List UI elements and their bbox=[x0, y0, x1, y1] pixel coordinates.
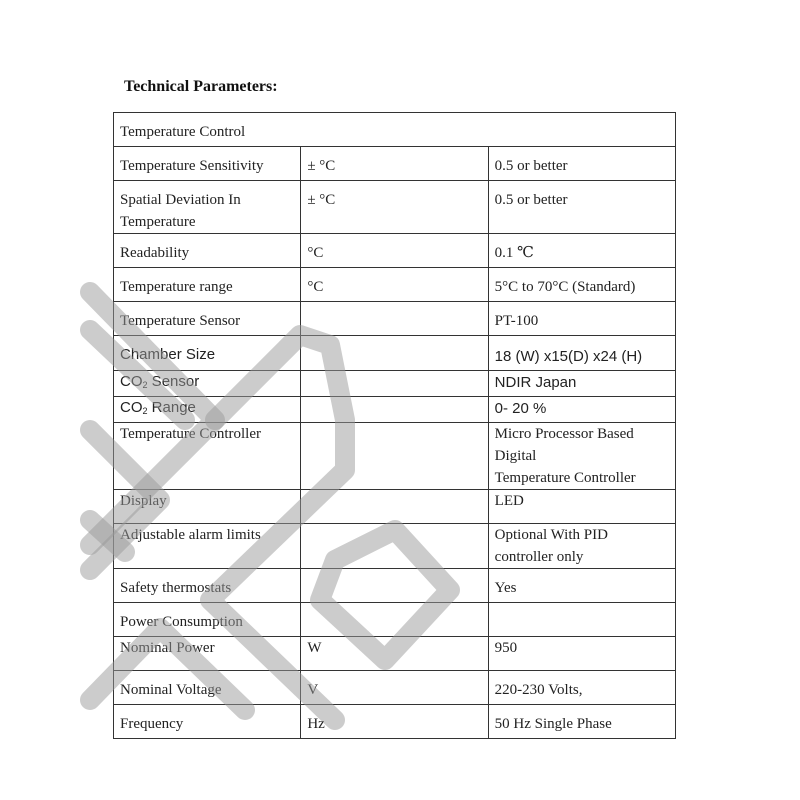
page-heading: Technical Parameters: bbox=[124, 78, 278, 95]
param-cell: Power Consumption bbox=[114, 603, 301, 637]
table-row bbox=[114, 569, 676, 603]
table-row bbox=[114, 302, 676, 336]
param-cell: Display bbox=[114, 490, 301, 524]
param-cell: Spatial Deviation In Temperature bbox=[114, 181, 301, 234]
value-cell: 950 bbox=[488, 637, 675, 671]
param-cell bbox=[114, 397, 301, 423]
param-subscript: 2 bbox=[142, 380, 148, 390]
table-row bbox=[114, 397, 676, 423]
unit-cell bbox=[301, 423, 488, 490]
table-row bbox=[114, 371, 676, 397]
table-row bbox=[114, 181, 676, 234]
value-line: Temperature Controller bbox=[494, 470, 636, 486]
table-row bbox=[114, 268, 676, 302]
unit-cell bbox=[301, 397, 488, 423]
unit-cell: ± °C bbox=[301, 181, 488, 234]
param-prefix: CO bbox=[120, 373, 143, 390]
unit-cell bbox=[301, 569, 488, 603]
value-cell: 0.5 or better bbox=[488, 181, 675, 234]
param-cell: Temperature range bbox=[114, 268, 301, 302]
table-row bbox=[114, 423, 676, 490]
unit-cell bbox=[301, 603, 488, 637]
value-cell: NDIR Japan bbox=[488, 371, 675, 397]
value-cell: 0.1 ℃ bbox=[488, 234, 675, 268]
value-cell bbox=[488, 603, 675, 637]
param-cell: Chamber Size bbox=[114, 336, 301, 371]
value-cell: Yes bbox=[488, 569, 675, 603]
unit-cell bbox=[301, 336, 488, 371]
unit-cell: °C bbox=[301, 268, 488, 302]
unit-cell bbox=[301, 490, 488, 524]
param-cell: Temperature Sensor bbox=[114, 302, 301, 336]
table-row bbox=[114, 705, 676, 739]
value-cell: 18 (W) x15(D) x24 (H) bbox=[488, 336, 675, 371]
value-line: Micro Processor Based Digital bbox=[494, 426, 634, 464]
table-row bbox=[114, 147, 676, 181]
param-cell: Nominal Power bbox=[114, 637, 301, 671]
unit-cell: V bbox=[301, 671, 488, 705]
unit-cell: °C bbox=[301, 234, 488, 268]
unit-cell bbox=[301, 302, 488, 336]
param-cell: Adjustable alarm limits bbox=[114, 524, 301, 569]
technical-parameters-table bbox=[113, 112, 676, 739]
value-cell bbox=[488, 423, 675, 490]
param-cell: Temperature Sensitivity bbox=[114, 147, 301, 181]
table-row bbox=[114, 637, 676, 671]
unit-cell: W bbox=[301, 637, 488, 671]
table-row bbox=[114, 671, 676, 705]
param-subscript: 2 bbox=[142, 406, 148, 416]
table-row bbox=[114, 524, 676, 569]
value-cell: LED bbox=[488, 490, 675, 524]
value-cell: PT-100 bbox=[488, 302, 675, 336]
param-cell: Temperature Controller bbox=[114, 423, 301, 490]
value-cell: Optional With PID controller only bbox=[488, 524, 675, 569]
param-cell: Frequency bbox=[114, 705, 301, 739]
table-row bbox=[114, 603, 676, 637]
value-cell: 0- 20 % bbox=[488, 397, 675, 423]
table-row bbox=[114, 234, 676, 268]
param-cell: Temperature Control bbox=[114, 113, 676, 147]
value-cell: 50 Hz Single Phase bbox=[488, 705, 675, 739]
value-cell: 0.5 or better bbox=[488, 147, 675, 181]
table-row bbox=[114, 113, 676, 147]
value-cell: 220-230 Volts, bbox=[488, 671, 675, 705]
param-suffix: Sensor bbox=[147, 373, 200, 390]
table-row bbox=[114, 336, 676, 371]
unit-cell bbox=[301, 524, 488, 569]
param-cell: Nominal Voltage bbox=[114, 671, 301, 705]
table-row bbox=[114, 490, 676, 524]
param-suffix: Range bbox=[147, 399, 196, 416]
unit-cell: ± °C bbox=[301, 147, 488, 181]
param-cell: Readability bbox=[114, 234, 301, 268]
param-cell bbox=[114, 371, 301, 397]
value-cell: 5°C to 70°C (Standard) bbox=[488, 268, 675, 302]
param-prefix: CO bbox=[120, 399, 143, 416]
unit-cell: Hz bbox=[301, 705, 488, 739]
unit-cell bbox=[301, 371, 488, 397]
param-cell: Safety thermostats bbox=[114, 569, 301, 603]
